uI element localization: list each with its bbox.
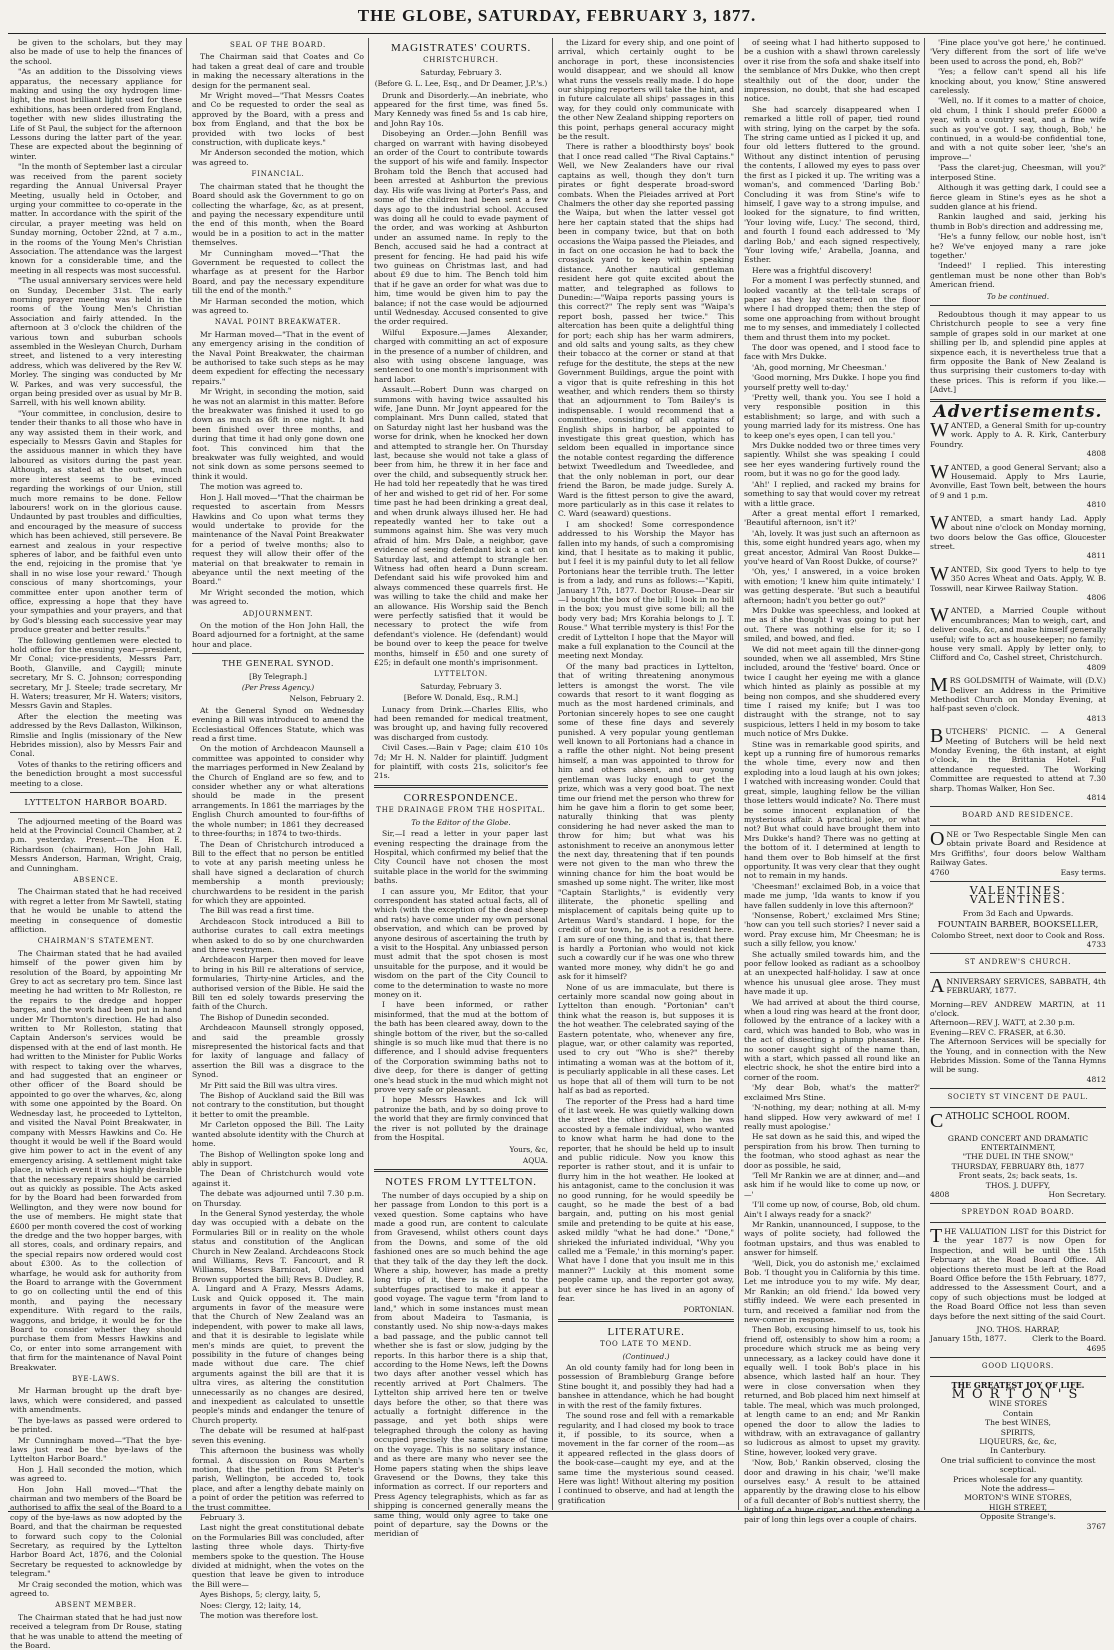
paragraph: There is rather a bloodthirsty boys' book that I once read called "The Rival Captains." Well, we New Zealanders have our rival captains as well, though they don't turn pirates or fight desperate broad-sword combats. When the Pleiades arrived at Port Chalmers the other day she reported passing the Waipa, but when the latter vessel got here her captain stated that the ships had been in company twice, but that on both occasions the Waipa passed the Pleiades, and in fact on one occasion he had to back the crossjack yard to keep within speaking distance. Another nautical gentleman resident here got quite excited about the matter, and telegraphed as follows to Dunedin:—"Waipa reports passing yours is this correct?" The reply sent was "Waipa's report bosh, passed her twice." This altercation has been quite a delightful thing for port; each ship has her warm admirers, and old salts and young salts, as they chew their tobacco at the corner or stand at that refuge for the destitute, the steps at the new Government Buildings, argue the point with a vigor that is quite refreshing in this hot weather, and which renders them so thirsty that an adjournment to Tom Bailey's is indispensable. I would recommend that a committee, consisting of all captains of English ships in harbor, be appointed to investigate this great question, which has seldom been equalled in importance since the notable contest regarding the difference betwixt Tweedledum and Tweedledee, and that the only nobleman in port, our dear friend the Baron, be made judge. Surely A. Ward is the fittest person to give the award, more particularly as in this case it relates to C. Ward (seaward) questions. bbox=[558, 142, 734, 519]
paragraph: "As an addition to the Dissolving views apparatus, the necessary appliance for making and using the oxy hydrogen lime-light, the most brilliant light used for these exhibitions, has been ordered from England, together with new slides illustrating the Life of St Paul, the subject for the afternoon Lessons during the latter part of the year. These are expected about the beginning of winter. bbox=[10, 67, 182, 161]
paragraph: I have been informed, or rather misinformed, that the mud at the bottom of the bath has been cleared away, down to the shingle bottom of the river, but the so-called shingle is so much like mud that there is no difference, and I should advise frequenters of the Corporation swimming baths not to dive deep, for there is danger of getting one's head stuck in the mud which might not prove very safe or pleasant. bbox=[374, 1000, 548, 1095]
section-heading: LITERATURE. bbox=[607, 1325, 685, 1338]
paragraph: The Dean of Christchurch would vote against it. bbox=[192, 1169, 364, 1188]
ad-board bbox=[930, 827, 1106, 877]
article-body bbox=[10, 38, 182, 788]
section-heading: LYTTELTON HARBOR BOARD. bbox=[24, 797, 168, 808]
classified-ad bbox=[930, 460, 1106, 510]
signature: AQUA. bbox=[522, 1155, 548, 1165]
paragraph: On the motion of Archdeacon Maunsell a committee was appointed to consider why the marriages performed in New Zealand by the Church of England are so few, and to consider whether any or what alterations should be made in the present arrangements. In 1861 the marriages by the English Church amounted to four-fifths of the whole number; in 1861 they decreased to three-fourths; in 1874 to two-thirds. bbox=[192, 744, 364, 839]
ad-line: MORTON'S WINE STORES, bbox=[964, 1493, 1072, 1503]
ad-line: JNO. THOS. HARRAP, bbox=[976, 1324, 1060, 1334]
paragraph: Mr Cunningham moved—"That the bye-laws just read be the bye-laws of the Lyttelton Harbor Board." bbox=[10, 1435, 182, 1464]
subheading: ADJOURNMENT. bbox=[242, 609, 314, 618]
paragraph: February 3. bbox=[200, 1512, 245, 1522]
paragraph: 'My dear Bob, what's the matter?' exclaimed Mrs Stine. bbox=[744, 1083, 920, 1102]
article-body bbox=[374, 829, 548, 1142]
article-body bbox=[192, 621, 364, 649]
paragraph: "In the month of September last a circular was received from the parent society regarding the Annual Universal Prayer Meeting, usually held in October, and urging your committee to co-operate in the matter. In accordance with the spirit of the circular, a prayer meeting was held on Sunday morning, October 22nd, at 7 a.m., in the rooms of the Young Men's Christian Association. The attendance was the largest known for a considerable time, and the meeting in all respects was most successful. bbox=[10, 162, 182, 275]
paragraph: Although it was getting dark, I could see a fierce gleam in Stine's eyes as he shot a sudden glance at his friend. bbox=[930, 183, 1106, 211]
byline: [By Telegraph.] bbox=[249, 671, 307, 681]
paragraph: 'He's a funny fellow, our noble host, isn't he? We've enjoyed many a rare joke together.' bbox=[930, 232, 1106, 260]
bottom-rule bbox=[8, 1511, 1106, 1512]
ad-line: "THE DUEL IN THE SNOW," bbox=[962, 1152, 1074, 1162]
paragraph: 'I'll come up now, of course, Bob, old chum. Ain't I always ready for a snack?' bbox=[744, 1200, 920, 1219]
article-body bbox=[558, 38, 734, 1303]
ad-number: 4808 bbox=[930, 1190, 950, 1200]
paragraph: She actually smiled towards him, and the poor fellow looked as radiant as a schoolboy at an unexpected half-holiday. I saw at once whence his unusual glee arose. They must have made it up. bbox=[744, 949, 920, 997]
paragraph: 'Indeed!' I replied. This interesting gentleman must be none other than Bob's American friend. bbox=[930, 261, 1106, 290]
ad-heading: BOARD AND RESIDENCE. bbox=[962, 811, 1074, 820]
column-1 bbox=[10, 38, 182, 1650]
paragraph: Mr Wright seconded the motion, which was agreed to. bbox=[192, 587, 364, 607]
paragraph: After the election the meeting was addressed by the Revs Dallaston, Wilkinson, Rimslie and Inglis (missionary of the New Hebrides mission), also by Messrs Fair and Conal. bbox=[10, 711, 182, 759]
article-body bbox=[192, 706, 364, 1621]
article-body bbox=[10, 1386, 182, 1598]
dateline: Saturday, February 3. bbox=[420, 681, 502, 691]
paragraph: Mr Pitt said the Bill was ultra vires. bbox=[200, 1080, 338, 1090]
paragraph: 'Now, Bob,' Rankin observed, closing the door and drawing in his chair, 'we'll make ourselves easy.' A result to be attained apparently by the drawing close to his elbow of a full decanter of Bob's nuttiest sherry, the lighting of a huge cigar, and the extending a pair of long thin legs over a couple of chairs. bbox=[744, 1458, 920, 1524]
drop-cap: T bbox=[930, 1224, 943, 1247]
column-rule bbox=[552, 38, 553, 1510]
subheading: BYE-LAWS. bbox=[72, 1375, 120, 1384]
subheading: LYTTELTON. bbox=[434, 670, 488, 679]
paragraph: Mr Harman seconded the motion, which was agreed to. bbox=[192, 296, 364, 315]
paragraph: Drunk and Disorderly.—An inebriate, who appeared for the first time, was fined 5s. Mary Kennedy was fined 5s and 1s cab hire, and John Ray 10s. bbox=[374, 90, 548, 128]
drop-cap: C bbox=[930, 1109, 944, 1132]
paragraph: The Dean of Christchurch introduced a Bill to the effect that no person be entitled to vote at any parish meeting unless he shall have signed a declaration of church membership a month previously; churchwardens to be resident in the parish for which they are appointed. bbox=[192, 839, 364, 905]
paragraph: 'Ah!' I replied, and racked my brains for something to say that would cover my retreat with a little grace. bbox=[744, 479, 920, 508]
paragraph: The Chairman said that Coates and Co had taken a great deal of care and trouble in making the necessary alterations in the design for the permanent seal. bbox=[192, 52, 364, 90]
paragraph: Sir,—I read a letter in your paper last evening respecting the drainage from the Hospital, which confirmed my belief that the City Council have not chosen the most suitable place in the world for the swimming baths. bbox=[374, 829, 548, 886]
ad-heading: ST ANDREW'S CHURCH. bbox=[964, 958, 1072, 967]
ad-date: January 15th, 1877. bbox=[930, 1334, 1007, 1344]
classified-ad bbox=[930, 562, 1106, 603]
paragraph: The Chairman stated that he had just now received a telegram from Dr Rouse, stating that he was unable to attend the meeting of the Board. bbox=[10, 1612, 182, 1650]
divider bbox=[930, 1107, 1106, 1108]
ads-list bbox=[930, 421, 1106, 802]
ad-number: 4813 bbox=[1086, 713, 1106, 723]
paragraph: 'Well, Dick, you do astonish me,' exclaimed Bob. 'I thought you in California by this time. Let me introduce you to my wife. My dear, Mr Rankin; an old friend.' Ida bowed very stiffly indeed. We were each presented in turn, and received a familiar nod from the new-comer in response. bbox=[744, 1258, 920, 1325]
ad-heading: SOCIETY ST VINCENT DE PAUL. bbox=[947, 1093, 1089, 1102]
paragraph: After a great mental effort I remarked, 'Beautiful afternoon, isn't it?' bbox=[744, 508, 920, 528]
paragraph: 'Good morning, Mrs Dukke. I hope you find yourself pretty well to-day.' bbox=[744, 373, 920, 392]
drop-cap: M bbox=[930, 674, 948, 697]
ad-lines bbox=[930, 1134, 1106, 1190]
subheading: TOO LATE TO MEND. bbox=[600, 1340, 692, 1349]
ad-lines bbox=[930, 1000, 1106, 1075]
paragraph: The Bishop of Dunedin seconded. bbox=[200, 1012, 329, 1022]
paragraph: of seeing what I had hitherto supposed to be a cushion with a shawl thrown carelessly over it rise from the sofa and shake itself into the semblance of Mrs Dukke, who then crept stealthily out of the door, under the impression, no doubt, that she had escaped notice. bbox=[744, 38, 920, 104]
ad-line: Morning—REV ANDREW MARTIN, at 11 o'clock. bbox=[930, 999, 1106, 1018]
drop-cap: O bbox=[930, 827, 945, 850]
paragraph: Mr Harman brought up the draft bye-laws, which were considered, and passed with amendments. bbox=[10, 1386, 182, 1415]
paragraph: This afternoon the business was wholly formal. A discussion on Rous Marten's motion, that the petition from St Peter's parish, Wellington, be acceded to, took place, and after a lengthy debate mainly on a point of order the petition was referred to the trust committee. bbox=[192, 1446, 364, 1512]
ad-line: One trial sufficient to convince the most sceptical. bbox=[940, 1455, 1096, 1475]
column-rule bbox=[924, 38, 925, 1510]
masthead bbox=[0, 6, 1114, 32]
ad-number: 4811 bbox=[1086, 551, 1106, 561]
ad-number: 4695 bbox=[1086, 1343, 1106, 1353]
advertisements-heading: Advertisements. bbox=[933, 401, 1103, 422]
divider bbox=[930, 305, 1106, 306]
paragraph: The Chairman stated that he had received with regret a letter from Mr Sawtell, stating that he would be unable to attend the meeting in consequence of domestic affliction. bbox=[10, 887, 182, 934]
paragraph: Last night the great constitutional debate on the Formularies Bill was concluded, after lasting three whole days. Thirty-five members spoke to the question. The House divided at midnight, when the votes on the question that leave be given to introduce the Bill were— bbox=[192, 1523, 364, 1589]
paragraph: 'Pass the claret-jug, Cheesman, will you?' interposed Stine. bbox=[930, 163, 1106, 182]
paragraph: On the motion of the Hon John Hall, the Board adjourned for a fortnight, at the same hour and place. bbox=[192, 620, 364, 649]
paragraph: 'Cheesman!' exclaimed Bob, in a voice that made me jump, 'Ida wants to know if you have fallen suddenly in love this afternoon?' bbox=[744, 881, 920, 910]
article-body bbox=[192, 182, 364, 316]
paragraph: Mr Rankin, unannounced, I suppose, to the ways of polite society, had followed the footman upstairs, and thus was enabled to answer for himself. bbox=[744, 1219, 920, 1258]
signoff: Yours, &c, bbox=[509, 1144, 548, 1154]
divider bbox=[930, 1203, 1106, 1204]
ad-heading: SPREYDON ROAD BOARD. bbox=[961, 1208, 1075, 1217]
ad-line: Prices wholesale for any quantity. bbox=[953, 1474, 1083, 1484]
article-body bbox=[744, 38, 920, 1524]
ad-number: 4808 bbox=[1086, 449, 1106, 459]
classified-ad bbox=[930, 676, 1106, 723]
paragraph: Lunacy from Drink.—Charles Ellis, who had been remanded for medical treatment, was brought up, and having fully recovered was discharged from custody. bbox=[374, 704, 548, 742]
masthead-rule bbox=[8, 33, 1106, 34]
classified-ad bbox=[930, 606, 1106, 672]
ad-line: THURSDAY, FEBRUARY 8th, 1877 bbox=[951, 1161, 1085, 1171]
ad-text: ANTED, a Married Couple without encumbrances; Man to weigh, cart, and deliver coals, &c, and make himself generally useful; wife to act as housekeeper; no family; house very small. Apply by letter only, to Clifford and Co, Cashel street, Christchurch. bbox=[930, 606, 1106, 663]
paragraph: We had arrived at about the third course, when a loud ring was heard at the front door, followed by the entrance of a lackey with a card, which was handed to Bob, who was in the act of dissecting a plump pheasant. He no sooner caught sight of the name than, with a start, which passed all round like an electric shock, he shot the entire bird into a corner of the room. bbox=[744, 997, 920, 1082]
drop-cap: W bbox=[930, 604, 949, 627]
paragraph: I hope Messrs Hawkes and Ick will patronize the bath, and by so doing prove to the world that they are firmly convinced that the river is not polluted by the drainage from the Hospital. bbox=[374, 1095, 548, 1143]
ad-line: Evening—REV C. FRASER, at 6.30. bbox=[930, 1027, 1066, 1037]
paragraph: 'Pretty well, thank you. You see I hold a very responsible position in this establishment; so large, and with such a young married lady for its mistress. One has to keep one's eyes open, I can tell you.' bbox=[744, 393, 920, 440]
ad-number: 4733 bbox=[1086, 939, 1106, 949]
divider bbox=[930, 1376, 1106, 1377]
paragraph: The Chairman stated that he had availed himself of the power given him by resolution of the Board, by appointing Mr Grey to act as secretary pro tem. Since last meeting he had written to Mr Rolleston, re the repairs to the dredge and hopper barges, and the work had been put in hand under Mr Thornton's direction. He had also written to Mr Rolleston, stating that Captain Anderson's services would be dispensed with at the end of last month. He had written to the Minister for Public Works with respect to taking over the wharves, and had suggested that an engineer or other officer of the Board should be appointed to go over the wharves, &c, along with some one appointed by the Board. On Wednesday last, he proceeded to Lyttelton, and visited the Naval Point Breakwater, in company with Messrs Hawkins and Co. He thought it would be well if the Board would give him power to act in the event of any emergency arising. A settlement might take place, in which event it was highly desirable that the necessary repairs should be carried out as quickly as possible. The Acts asked for by the Board had been forwarded from Wellington, and they were now bound for the use of members. He might state that £600 per month covered the cost of working the dredge and the two hopper barges, with all stores, coals, and ordinary repairs, and the special repairs now ordered would cost about £300. As to the collection of wharfage, he would ask for authority from the Board to arrange with the Government to go on collecting until the end of this month, and paying the necessary expenditure. With regard to the rails, waggons, and bridge, it would be for the Board to consider whether they should purchase them from Messrs Hawkins and Co, or enter into some arrangement with that firm for the maintenance of Naval Point Breakwater. bbox=[10, 948, 182, 1372]
paragraph: An old county family had for long been in possession of Brambleburg Grange before Stine bought it, and possibly they had had a banshee in attendance, which he had bought in with the rest of the family fixtures. bbox=[558, 1363, 734, 1410]
divider bbox=[930, 953, 1106, 954]
column-3 bbox=[374, 38, 548, 1539]
ad-brand: MORTON'S bbox=[951, 1386, 1085, 1402]
paragraph: "The usual anniversary services were held on Sunday, December 31st. The early morning prayer meeting was held in the rooms of the Young Men's Christian Association and fairly attended. In the afternoon at 3 o'clock the children of the various town and suburban schools assembled in the Wesleyan Church, Durham street, and listened to a very interesting address, which was delivered by the Rev W. Morley. The singing was conducted by Mr W. Parkes, and was very successful, the organ being presided over as usual by Mr B. Sarrell, with his well known ability. bbox=[10, 276, 182, 408]
paragraph: Mr Craig seconded the motion, which was agreed to. bbox=[10, 1579, 182, 1598]
paragraph: The door was opened, and I stood face to face with Mrs Dukke. bbox=[744, 343, 920, 362]
continued-note: To be continued. bbox=[986, 291, 1050, 301]
ad-terms: Easy terms. bbox=[1060, 867, 1106, 877]
paragraph: Mr Wright moved—"That Messrs Coates and Co be requested to order the seal as approved by the Board, with a press and box from England, and that the box be provided with two locks of best construction, with duplicate keys." bbox=[192, 91, 364, 148]
article-body bbox=[558, 1363, 734, 1505]
signature: PORTONIAN. bbox=[683, 1305, 734, 1315]
column-rule bbox=[738, 38, 739, 1510]
paragraph: Archdeacon Harper then moved for leave to bring in his Bill re alterations of service, formularies, Thirty-nine Articles, and the authorised version of the Bible. He said the Bill ten ed solely towards preserving the faith of the Church. bbox=[192, 955, 364, 1012]
ad-line: From 3d Each and Upwards. bbox=[962, 908, 1074, 918]
ad-concert bbox=[930, 1109, 1106, 1132]
paragraph: Mr Harman moved—"That in the event of any emergency arising in the condition of the Naval Point Breakwater, the chairman be authorised to take such steps as he may deem expedient for effecting the necessary repairs." bbox=[192, 329, 364, 386]
paragraph: "Your committee, in conclusion, desire to tender their thanks to all those who have in any way assisted them in their work, and especially to Messrs Gavin and Staples for the assiduous manner in which they have laboured as visitors during the past year. Although, as stated at the outset, much more interest seems to be evinced regarding the workings of our Union, still much more remains to be done. Fellow labourers! work on in the glorious cause. Undaunted by past troubles and difficulties, and encouraged by the measure of success which has been achieved, still persevere. Be earnest and zealous in your respective spheres of labor, and be faithful even unto the end, rejoicing in the promise that 'ye shall in no wise lose your reward.' Though conscious of many shortcomings, your committee enter upon another term of office, expressing a hope that they have your sympathies and your prayers, and that by God's blessing each successive year may produce greater and better results." bbox=[10, 408, 182, 635]
article-body bbox=[374, 91, 548, 668]
ad-text: ATHOLIC SCHOOL ROOM. bbox=[945, 1111, 1070, 1122]
ad-text: ANTED, a General Smith for up-country work. Apply to A. R. Kirk, Canterbury Foundry. bbox=[930, 421, 1106, 449]
paragraph: 'Fine place you've got here,' he continued. 'Very different from the sort of life we've been used to across the pond, eh, Bob?' bbox=[930, 38, 1106, 66]
ad-number: 4810 bbox=[1086, 500, 1106, 510]
column-6 bbox=[930, 38, 1106, 1531]
paragraph: The adjourned meeting of the Board was held at the Provincial Council Chamber, at 2 p.m. yesterday. Present—The Hon E. Richardson (chairman), Hon John Hall, Messrs Anderson, Harman, Wright, Craig, and Cunningham. bbox=[10, 816, 182, 873]
byline: (Per Press Agency.) bbox=[241, 683, 315, 692]
ad-line: WINE STORES bbox=[988, 1399, 1048, 1409]
paragraph: Archdeacon Stock introduced a Bill to authorise curates to call extra meetings when asked to do so by one churchwarden and three vestrymen. bbox=[192, 916, 364, 954]
paragraph: Hon J. Hall seconded the motion, which was agreed to. bbox=[10, 1464, 182, 1484]
paragraph: Noes: Clergy, 12; laity, 14, bbox=[200, 1600, 302, 1610]
paragraph: Mrs Dukke nodded two or three times very sapiently. Whilst she was speaking I could see her eyes wandering furtively round the room, but it was no go for the good lady. bbox=[744, 441, 920, 479]
column-2 bbox=[192, 38, 364, 1620]
ad-number: 4806 bbox=[1086, 592, 1106, 602]
divider bbox=[930, 1222, 1106, 1223]
paragraph: Mrs Dukke was speechless, and looked at me as if she thought I was going to put her out. There was nothing else for it; so I smiled, and bowed, and fled. bbox=[744, 605, 920, 644]
paragraph: Ayes Bishops, 5; clergy, laity, 5, bbox=[200, 1590, 321, 1600]
ad-text: NE or Two Respectable Single Men can obtain private Board and Residence at Mrs Griffiths', four doors below Waltham Railway Gates. bbox=[930, 829, 1106, 868]
subheading: ABSENCE. bbox=[73, 875, 119, 884]
continued-note: (Continued.) bbox=[622, 1351, 670, 1361]
subheading: SEAL OF THE BOARD. bbox=[229, 41, 327, 49]
paragraph: The Bishop of Wellington spoke long and ably in support. bbox=[192, 1149, 364, 1168]
ad-line: Note the address— bbox=[981, 1484, 1055, 1494]
divider bbox=[374, 785, 548, 788]
article-body bbox=[192, 52, 364, 167]
divider bbox=[930, 881, 1106, 882]
section-heading: CORRESPONDENCE. bbox=[403, 791, 519, 804]
paragraph: Mr Anderson seconded the motion, which was agreed to. bbox=[192, 148, 364, 167]
column-4 bbox=[558, 38, 734, 1510]
section-heading: THE GENERAL SYNOD. bbox=[221, 658, 335, 669]
paragraph: Archdeacon Maunsell strongly opposed, and said the preamble grossly misrepresented the historical facts and that for laxity of language and fallacy of assertion the Bill was a disgrace to the Synod. bbox=[192, 1023, 364, 1080]
paragraph: Hon J. Hall moved—"That the chairman be requested to ascertain from Messrs Hawkins and Co upon what terms they would undertake to provide for the maintenance of the Naval Point Breakwater for a period of twelve months; also to request they will allow their offer of the material on that breakwater to remain in abeyance until the next meeting of the Board." bbox=[192, 492, 364, 587]
notice: Redoubtous though it may appear to us Christchurch people to see a very fine sample of grapes sold in our market at one shilling per lb, and splendid pine apples at sixpence each, it is nevertheless true that a firm opposite the Bank of New Zealand is thus surprising their customers to-day with these prices. This is reform if you like.—[Advt.] bbox=[930, 309, 1106, 395]
divider bbox=[930, 1357, 1106, 1358]
paragraph: Assault.—Robert Dunn was charged on summons with having twice assaulted his wife, Jane Dunn. Mr Joynt appeared for the complainant. Mrs Dunn called, stated that on Saturday night last her husband was the worse for drink, when he knocked her down and attempted to strangle her. On Thursday last, because she would not take a glass of beer from him, he threw it in her face and over the child, and subsequently struck her. He had told her repeatedly that he was tired of her and wished to get rid of her. For some time past he had been drinking a great deal, and when drunk always illused her. He had repeatedly wanted her to take out a summons against him. She was very much afraid of him. Mrs Dale, a neighbor, gave evidence of seeing defendant kick a cat on Saturday last, and attempt to strangle her. Witness had often heard a Dunn scream. Defendant said his wife provoked him and always commenced these quarrels first. He was willing to take the child and make her an allowance. His Worship said the Bench were perfectly satisfied that it would be necessary to protect the wife from defendant's violence. He (defendant) would be bound over to keep the peace for twelve months, himself in £50 and one surety of £25; in default one month's imprisonment. bbox=[374, 385, 548, 667]
ad-footer bbox=[930, 1334, 1106, 1343]
column-rule bbox=[368, 38, 369, 1510]
byline: To the Editor of the Globe. bbox=[411, 817, 511, 827]
classified-ad bbox=[930, 421, 1106, 459]
ad-text: HE VALUATION LIST for this District for the year 1877 is now Open for Inspection, and will be until the 15th February at the Road Board Office. All objections thereto must be left at the Road Board Office before the 15th February, 1877, addressed to the Assessment Court, and a copy of such objections must be lodged at the Road Board Office not less than seven days before the next sitting of the said Court. bbox=[930, 1226, 1106, 1321]
dateline: Nelson, February 2. bbox=[289, 694, 364, 704]
divider bbox=[10, 792, 182, 793]
paragraph: The debate will be resumed at half-past seven this evening. bbox=[192, 1426, 364, 1445]
ad-lines bbox=[930, 1399, 1106, 1521]
paragraph: Civil Cases.—Bain v Page; claim £10 10s 7d; Mr H. N. Nalder for plaintiff. Judgment for plaintiff, with costs 21s, solicitor's fee 21s. bbox=[374, 743, 548, 781]
subheading: CHAIRMAN'S STATEMENT. bbox=[37, 937, 155, 946]
paragraph: 'Oh, yes,' I answered, in a voice broken with emotion; 'I knew him quite intimately.' I was getting desperate. 'But such a beautiful afternoon; hadn't you better go out?' bbox=[744, 567, 920, 605]
section-heading: NOTES FROM LYTTELTON. bbox=[385, 1176, 537, 1189]
divider bbox=[192, 653, 364, 654]
drop-cap: W bbox=[930, 562, 949, 585]
ad-line: Afternoon—REV J. WATT, at 2.30 p.m. bbox=[930, 1018, 1075, 1028]
paragraph: The Bill was read a first time. bbox=[200, 906, 314, 916]
divider bbox=[930, 1088, 1106, 1089]
classified-ad bbox=[930, 511, 1106, 561]
ad-number: 4812 bbox=[1086, 1074, 1106, 1084]
ad-line: FOUNTAIN BARBER, BOOKSELLER, bbox=[937, 920, 1099, 931]
paragraph: The Bishop of Auckland said the Bill was not contrary to the constitution, but thought it better to omit the preamble. bbox=[192, 1091, 364, 1119]
paragraph: 'Ah, lovely. It was just such an afternoon as this, some eight hundred years ago, when my great ancestor, Admiral Van Roost Dukke—you've heard of Van Roost Dukke, of course?' bbox=[744, 528, 920, 566]
paragraph: Here was a frightful discovery! bbox=[752, 265, 872, 275]
paragraph: She had scarcely disappeared when I remarked a little roll of paper, tied round with string, lying on the carpet by the sofa. The string came untied as I picked it up, and four old letters fluttered to the ground. Without any distinct intention of perusing the contents, I allowed my eyes to pass over the first as I picked it up. The writing was a woman's, and commenced 'Darling Bob.' Concluding it was from Stine's wife to himself, I gave way to a strong impulse, and looked for the signature, to find written, 'Your loving wife, Lucy.' The second, third, and fourth I found each addressed to 'My darling Bob,' and each signed respectively, 'Your loving wife,' Arabella, Joanna, and Esther. bbox=[744, 104, 920, 265]
ad-text: ANTED, a good General Servant; also a Housemaid. Apply to Mrs Laurie, Avonville, East Town belt, between the hours of 9 and 1 p.m. bbox=[930, 462, 1106, 500]
paragraph: The number of days occupied by a ship on her passage from London to this port is a vexed question. Some captains who have made a good run, are content to calculate from Gravesend, whilst others count days from the Downs, and some of the old fashioned ones are so much behind the age that they talk of the day they left the dock. Where a ship, however, has made a pretty long trip of it, there is no end to the subterfuges practised to make it appear a good voyage. The vague term "from land to land," which in some instances must mean from about Madeira to Tasmania, is constantly used. No ship now-a-days makes a bad passage, and the public cannot tell whether she is fast or slow, judging by the reports. In this harbor there is a ship that, according to the Home News, left the Downs two days after another vessel which has recently arrived at Port Chalmers. The Lyttelton ship arrived here ten or twelve days before the other, so that there was actually a fortnight difference in the passage, and yet both ships were telegraphed through the colony as having occupied precisely the same space of time on the voyage. This is no solitary instance, and as there are many who never see the Home papers stating when the ships leave Gravesend or the Downs, they take this information as correct. If our reporters and Press Agency telegraphists, which as far as shipping is concerned generally means the same thing, would only agree to take one point of departure, say the Downs or the meridian of bbox=[374, 1190, 548, 1539]
paragraph: The sound rose and fell with a remarkable regularity, and I had closed my book to trace it, if possible, to its source, when a movement in the far corner of the room—as it appeared reflected in the glass doors of the book-case—caught my eye, and at the same time the mysterious sound ceased. Here was light! Without altering my position I continued to observe, and had at length the gratification bbox=[558, 1411, 734, 1505]
ad-heading: GOOD LIQUORS. bbox=[981, 1362, 1055, 1371]
byline: (Before G. L. Lee, Esq., and Dr Deamer, J.P.'s.) bbox=[374, 79, 548, 89]
ad-line: The Afternoon Services will be specially for the Young, and in connection with the New Hebrides Mission. Some of the Tanna Hymns will be sung. bbox=[930, 1037, 1106, 1075]
ad-line: Contain bbox=[1002, 1408, 1034, 1418]
paragraph: Stine was in remarkable good spirits, and kept up a running fire of humorous remarks the whole time, every now and then exploding into a loud laugh at his own jokes; I watched with increasing wonder. Could that great, simple, laughing fellow be the villian those letters would indicate? No. There must be some innocent explanation of the mysterious affair. A practical joke, or what not? But what could have brought them into Mrs Dukke's hand? There was no getting at the bottom of it. I determined at length to hand them over to Bob himself at the first opportunity. It was very clear that they ought not to remain in my hands. bbox=[744, 739, 920, 881]
ad-line: GRAND CONCERT AND DRAMATIC ENTERTAINMENT, bbox=[947, 1133, 1089, 1153]
ad-footer bbox=[930, 1190, 1106, 1199]
ad-heading: VALENTINES. VALENTINES. bbox=[969, 883, 1067, 907]
divider bbox=[374, 1169, 548, 1172]
ad-text: ANTED, a smart handy Lad. Apply about nine o'clock on Monday morning, two doors below the Gas office, Gloucester street. bbox=[930, 513, 1106, 551]
paragraph: The motion was agreed to. bbox=[200, 482, 303, 492]
ad-line: Colombo Street, next door to Cook and Ross. bbox=[931, 930, 1105, 940]
paragraph: be given to the scholars, but they may also be made of use to help the finances of the school. bbox=[10, 38, 182, 66]
article-body bbox=[374, 1191, 548, 1539]
ad-valuation bbox=[930, 1224, 1106, 1321]
paragraph: Votes of thanks to the retiring officers and the benediction brought a most successful meeting to a close. bbox=[10, 759, 182, 788]
paragraph: The debate was adjourned until 7.30 p.m. on Thursday. bbox=[192, 1189, 364, 1208]
masthead-title: THE GLOBE, SATURDAY, FEBRUARY 3, 1877. bbox=[357, 6, 757, 25]
paragraph: I am shocked! Some correspondence addressed to his Worship the Mayor has fallen into my hands, of such a compromising kind, that I hesitate as to making it public, but I feel it is my painful duty to let all fellow Portonians hear the terrible truth. The letter is from a lady, and runs as follows:—"Kapiti, January 17th, 1877. Doctor Rouse—Dear sir—I bought the box of the bill; I look in no bill in the box; you must give some bill; all the body very bad; Mrs Korahia belongs to J. T. Rouse." What terrible mystery is this! For the credit of Lyttelton I hope that the Mayor will make a full explanation to the Council at the meeting next Monday. bbox=[558, 519, 734, 661]
ad-line: Front seats, 2s; back seats, 1s. bbox=[958, 1171, 1078, 1181]
ad-line: HIGH STREET, bbox=[988, 1502, 1048, 1512]
drop-cap: B bbox=[930, 725, 944, 748]
ad-line: In Canterbury. bbox=[990, 1446, 1046, 1456]
ad-number: 4760 bbox=[930, 867, 950, 877]
paragraph: Then Bob, excusing himself to us, took his friend off, ostensibly to show him a room; a procedure which struck me as being very unnecessary, as a lackey could have done it equally well. I took Bob's place in his absence, which lasted half an hour. They were in close conversation when they returned, and Bob placed him next himself at table. The meal, which was much prolonged, at length came to an end; and Mr Rankin opened the door to allow the ladies to withdraw, with an extravagance of gallantry so ludicrous as almost to upset my gravity. Stine, however, looked very grave. bbox=[744, 1325, 920, 1457]
subheading: ABSENT MEMBER. bbox=[55, 1601, 137, 1610]
divider bbox=[10, 812, 182, 813]
ad-footer bbox=[930, 868, 1106, 877]
paragraph: 'Nonsense, Robert,' exclaimed Mrs Stine; 'how can you tell such stories? I never said a word. Pray excuse him, Mr Cheesman; he is such a silly fellow, you know.' bbox=[744, 910, 920, 949]
article-body bbox=[374, 705, 548, 781]
divider bbox=[930, 825, 1106, 826]
paragraph: Mr Carleton opposed the Bill. The Laity wanted absolute identity with the Church at home. bbox=[192, 1120, 364, 1149]
drop-cap: W bbox=[930, 419, 949, 442]
paragraph: Disobeying an Order.—John Benfill was charged on warrant with having disobeyed an order of the Court to contribute towards the support of his wife and family. Inspector Broham told the Bench that accused had been arrested at Ashburton the previous day. His wife was living at Porter's Pass, and some of the children had been sent a few days ago to the industrial school. Accused was doing all he could to evade payment of the order, and was working at Ashburton under an assumed name. In reply to the Bench, accused said he had a contract at present for fencing. He had paid his wife two guineas on Christmas last, and had about £9 due to him. The Bench told him that if he gave an order for what was due to him, time would be given him to pay the balance; if not the case would be adjourned until Wednesday. Accused consented to give the order required. bbox=[374, 129, 548, 327]
paragraph: 'N-nothing, my dear; nothing at all. M-my hand slipped. How very awkward of me! I really must apologise.' bbox=[744, 1103, 920, 1131]
ad-line: The best WINES, bbox=[985, 1418, 1051, 1428]
paragraph: Hon John Hall moved—"That the chairman and two members of the Board be authorised to affix the seal of the Board to a copy of the bye-laws as now adopted by the Board, and that the chairman be requested to forward such copy to the Colonial Secretary, as required by the Lyttelton Harbor Board Act, 1876, and the Colonial Secretary be requested to acknowledge by telegram." bbox=[10, 1484, 182, 1579]
ad-clerk: Clerk to the Board. bbox=[1032, 1334, 1106, 1344]
ad-church bbox=[930, 974, 1106, 997]
column-rule bbox=[186, 38, 187, 1510]
paragraph: 'Tell Mr Rankin we are at dinner, and—and ask him if he would like to come up now, or—' bbox=[744, 1170, 920, 1199]
ad-number: 4814 bbox=[1086, 793, 1106, 803]
ad-line: THE GREATEST JOY OF LIFE. bbox=[951, 1379, 1085, 1390]
subheading: NAVAL POINT BREAKWATER. bbox=[214, 318, 342, 327]
paragraph: Of the many bad practices in Lyttelton, that of writing threatening anonymous letters is amongst the worst. The vile cowards that resort to it want flogging as much as the most hardened criminals, and Portonian sincerely hopes to see one caught some of these fine days and severely punished. A very popular young gentleman well known to all Portonians had a chance in a raffle the other night. Not being present himself, a man was appointed to throw for him and others absent, and our young gentleman was lucky enough to get the prize, which was a very good boat. The next time our friend met the person who threw for him he gave him a florin to get some beer, naturally thinking that was plenty considering he had never asked the man to throw for him; but what was his astonishment to receive an anonymous letter the next day, threatening that if ten pounds were not given to the man who threw the winning chance for him the boat would be smashed up some night. The writer, like most "Captain Starlights," is evidently very illiterate, the phonetic spelling and misplacement of capitals being quite up to Artemus Ward's standard. I hope, for the credit of our town, he is not a resident here. I am sure of one thing, and that is, that there is hardly a Portonian who would not kick such a cowardly cur if he was one who threw wanted more money, why didn't he go and ask for it himself? bbox=[558, 661, 734, 982]
paragraph: The following gentlemen were elected to hold office for the ensuing year—president, Mr Conal; vice-presidents, Messrs Parr, Booth, Glanville, and Caygill; minute secretary, Mr S. C. Johnson; corresponding secretary, Mr J. Steele; trade secretary, Mr H. Waters; treasurer, Mr H. Waters; visitors, Messrs Gavin and Staples. bbox=[10, 635, 182, 711]
ad-line: THOS. J. DUFFY, bbox=[985, 1180, 1051, 1190]
paragraph: Mr Wright, in seconding the motion, said he was not an alarmist in this matter. Before the breakwater was finished it used to go down as much as 6ft in one night. It had been finished over three months, and during that time it had only gone down one foot. This convinced him that the breakwater was fully weighted, and would not sink down as some persons seemed to think it would. bbox=[192, 387, 364, 481]
subheading: THE DRAINAGE FROM THE HOSPITAL. bbox=[376, 806, 546, 815]
ad-secretary: Hon Secretary. bbox=[1048, 1190, 1106, 1200]
article-body bbox=[10, 949, 182, 1372]
paragraph: 'Ah, good morning, Mr Cheesman.' bbox=[752, 362, 887, 372]
paragraph: The bye-laws as passed were ordered to be printed. bbox=[10, 1415, 182, 1435]
ad-text: UTCHERS' PICNIC. — A General Meeting of Butchers will be held next Monday Evening, the 6th instant, at eight o'clock, in the Brittania Hotel. Full attendance requested. The Working Committee are requested to attend at 7.30 sharp. Thomas Walker, Hon Sec. bbox=[930, 727, 1106, 793]
ad-text: NNIVERSARY SERVICES, SABBATH, 4th FEBRUARY, 1877. bbox=[946, 976, 1106, 996]
paragraph: Rankin laughed and said, jerking his thumb in Bob's direction and addressing me, bbox=[930, 212, 1106, 231]
byline: [Before W. Donald, Esq., R.M.] bbox=[403, 693, 519, 703]
column-5 bbox=[744, 38, 920, 1524]
ad-text: RS GOLDSMITH of Waimate, will (D.V.) Deliver an Address in the Primitive Methodist Church on Monday Evening, at half-past seven o'clock. bbox=[930, 676, 1106, 714]
paragraph: 'Yes; a fellow can't spend all his life knocking about, you know,' Stine answered carelessly. bbox=[930, 67, 1106, 96]
article-body bbox=[10, 1613, 182, 1650]
paragraph: The motion was therefore lost. bbox=[200, 1611, 319, 1620]
subheading: CHRISTCHURCH. bbox=[423, 56, 499, 65]
drop-cap: A bbox=[930, 974, 945, 997]
divider bbox=[930, 806, 1106, 807]
ad-text: ANTED, Six good Tyers to help to tye 350 Acres Wheat and Oats. Apply, W. B. Tosswill, near Kirwee Railway Station. bbox=[930, 564, 1106, 593]
ad-line: SPIRITS, bbox=[1000, 1427, 1036, 1437]
divider bbox=[558, 1319, 734, 1322]
section-heading: MAGISTRATES' COURTS. bbox=[390, 42, 531, 54]
ad-line: LIQUEURS, &c, &c, bbox=[979, 1437, 1057, 1446]
paragraph: the Lizard for every ship, and one point of arrival, which certainly ought to be anchorage in port, these inconsistencies would disappear, and we should all know what runs the vessels really made. I do hope our shipping reporters will take the hint, and in future calculate all ships' passages in this way, for they could only communicate with the other New Zealand shipping reporters on this point, perhaps general accuracy might be the result. bbox=[558, 38, 734, 142]
article-body bbox=[192, 330, 364, 607]
classified-ad bbox=[930, 727, 1106, 802]
paragraph: He sat down as he said this, and wiped the perspiration from his brow. Then turning to the footman, who stood aghast as near the door as possible, he said, bbox=[744, 1132, 920, 1170]
paragraph: I can assure you, Mr Editor, that your correspondent has stated actual facts, all of which (with the exception of the dead sheep and rats) have come under my own personal observation, and which can be proved by anyone desirous of ascertaining the truth by a visit to the Hospital. Any unbiassed person must admit that the spot chosen is most unsuitable for the purpose, and it would be wisdom on the part of the City Council to come to the determination to waste no more money on it. bbox=[374, 886, 548, 999]
article-body bbox=[10, 887, 182, 934]
paragraph: None of us are immaculate, but there is certainly more scandal now going about in Lyttelton than enough. "Portonian" can't think what the reason is, but supposes it is the hot weather. The celebrated saying of the Eastern potentate, who, whenever any fire, plague, war, or other calamity was reported, used to cry out "Who is she?" thereby intimating a woman was at the bottom of it, is peculiarly applicable in all these cases. Let us hope that all of them will turn to be not half as bad as reported. bbox=[558, 982, 734, 1096]
subheading: FINANCIAL. bbox=[251, 170, 305, 179]
paragraph: Wilful Exposure.—James Alexander, charged with committing an act of exposure in the presence of a number of children, and also with using obscene language, was sentenced to one month's imprisonment with hard labor. bbox=[374, 327, 548, 384]
ad-number: 4809 bbox=[1086, 662, 1106, 672]
drop-cap: W bbox=[930, 460, 949, 483]
paragraph: In the General Synod yesterday, the whole day was occupied with a debate on the Formularies Bill or in reality on the whole status and constitution of the Anglican Church in New Zealand. Archdeacons Stock and Williams, Revs T. Fancourt, and R Williams, Messrs Barnicoat, Oliver and Brown supported the bill; Revs B. Dudley, R. A. Lingard and A Frazy, Messrs Adams, Lusk and Quick opposed it. The main arguments in favor of the measure were that the Church of New Zealand was an independent, with power to make all laws, and that it is desirable to legislate while men's minds are quiet, to prevent the possibility in the future of changes being made without due care. The chief arguments against the bill are that it is ultra vires, as altering the constitution unnecessarily as no changes are desired, and inexpedient as calculated to unsettle people's minds and endanger the tenure of Church property. bbox=[192, 1208, 364, 1425]
paragraph: The chairman stated that he thought the Board should ask the Government to go on collecting the wharfage, &c, as at present, and paying the necessary expenditure until the end of this month, when the Board would be in a position to act in the matter themselves. bbox=[192, 181, 364, 248]
paragraph: We did not meet again till the dinner-gong sounded, when we all assembled, Mrs Stine included, around the 'festive' board. Once or twice I caught her eyeing me with a glance which hinted as plainly as possible at my being non compos, and she shuddered every time I raised my knife; but I was too distraught with the strange, not to say suspicious, letters I held in my bosom to take much notice of Mrs Dukke. bbox=[744, 644, 920, 739]
paragraph: Mr Cunningham moved—"That the Government be requested to collect the wharfage as at present for the Harbor Board, and pay the necessary expenditure till the end of the month." bbox=[192, 248, 364, 296]
paragraph: 'Well, no. If it comes to a matter of choice, old chum, I think I should prefer £6000 a year, with a country seat, and a fine wife such as you've got. I say, though, Bob,' he continued, in a would-be confidential tone, and with a not quite sober leer, 'she's an improve—' bbox=[930, 96, 1106, 162]
paragraph: At the General Synod on Wednesday evening a Bill was introduced to amend the Ecclesiastical Offences Statute, which was read a first time. bbox=[192, 705, 364, 744]
paragraph: For a moment I was perfectly stunned, and looked vacantly at the tell-tale scraps of paper as they lay scattered on the floor where I had dropped them; then the step of some one approaching from without brought me to my senses, and immediately I collected them and thrust them into my pocket. bbox=[744, 276, 920, 342]
dateline: Saturday, February 3. bbox=[420, 67, 502, 77]
ad-line: Opposite Strange's. bbox=[980, 1512, 1056, 1522]
paragraph: The reporter of the Press had a hard time of it last week. He was quietly walking down the street the other day when he was accosted by a female individual, who wanted to know what harm he had done to the reporter, that he should be held up to insult and public ridicule. Now you know this reporter is rather stout, and it is unfair to flurry him in the hot weather. He looked at his antagonist, came to the conclusion it was no good running, for he would speedily be caught, so he made the best of a bad bargain, and, putting on his most genial smile and pretending to be quite at his ease, asked mildly "what he had done." "Done," shrieked the infuriated individual, "Why you called me a 'Female,' in this morning's paper. What have I done that you insult me in this manner?" Luckily at this moment some people came up, and the reporter got away, but ever since he has lived in an agony of fear. bbox=[558, 1096, 734, 1304]
divider bbox=[930, 972, 1106, 973]
article-body bbox=[930, 38, 1106, 290]
article-body bbox=[10, 817, 182, 873]
ad-number: 3767 bbox=[1086, 1521, 1106, 1531]
drop-cap: W bbox=[930, 511, 949, 534]
